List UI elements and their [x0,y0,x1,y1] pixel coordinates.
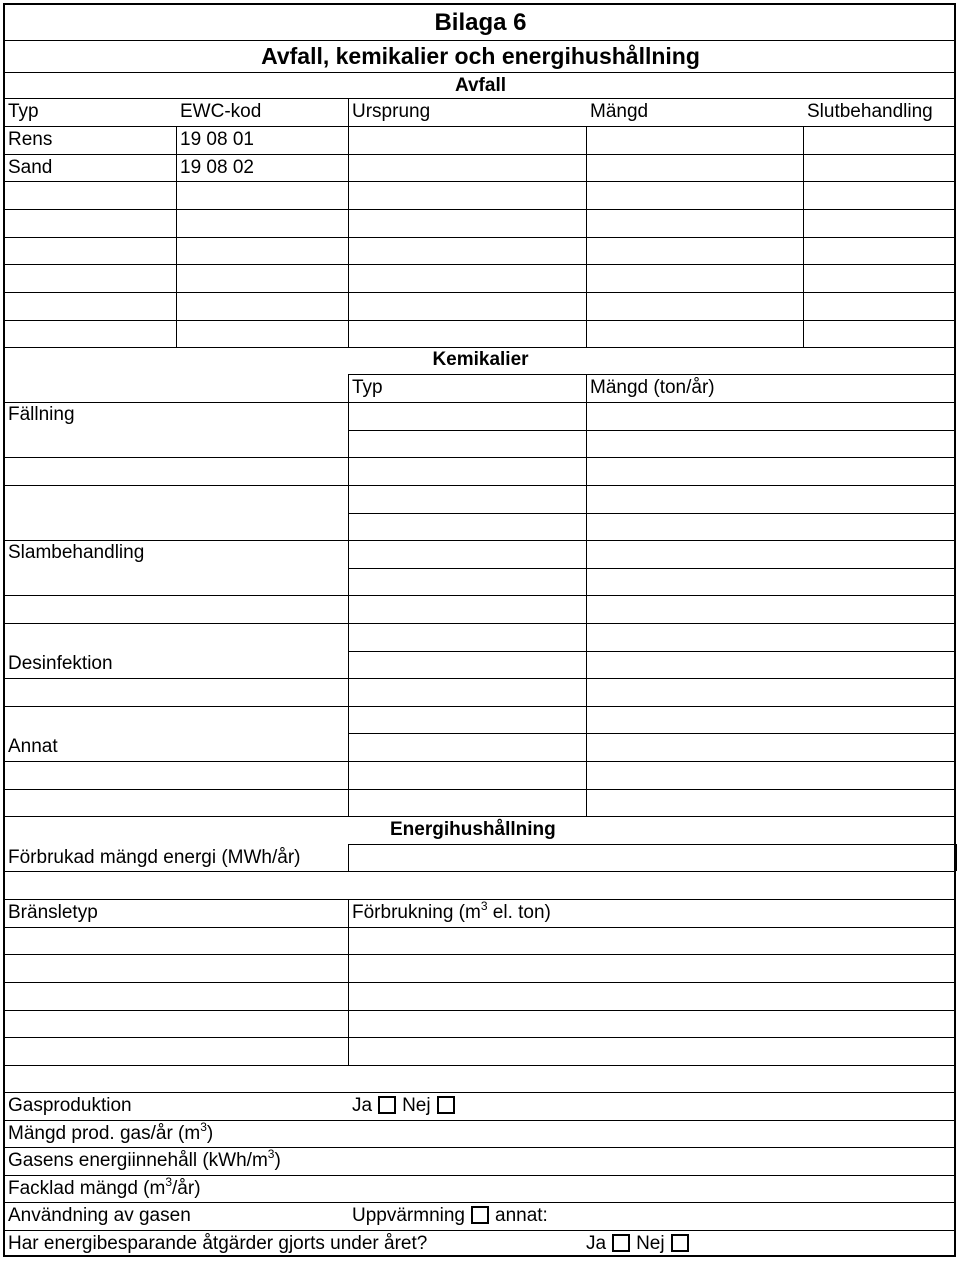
kemikalier-col-typ: Typ [352,377,383,398]
kemikalier-col-mangd: Mängd (ton/år) [590,377,715,398]
label-annat: Annat [8,736,58,757]
column-header-slutbehandling: Slutbehandling [807,101,933,122]
column-header-ursprung: Ursprung [352,101,431,122]
column-header-typ: Typ [8,101,39,122]
label-branslestyp: Bränsletyp [8,902,98,923]
label-facklad-sup: 3 [165,1175,173,1189]
page-title: Avfall, kemikalier och energihushållning [261,43,700,69]
avfall-row-typ: Sand [8,157,53,178]
option-uppvarmning-label: Uppvärmning [352,1205,465,1226]
label-energi-sup: 3 [267,1147,275,1161]
energibesparande-options [586,1233,695,1255]
option-nej-label: Nej [636,1233,665,1254]
label-facklad-pre: Facklad mängd (m [8,1178,166,1199]
label-facklad-post: /år) [172,1178,201,1199]
avfall-row-typ: Rens [8,129,53,150]
label-energi-post: ) [274,1150,281,1171]
column-header-ewc: EWC-kod [180,101,262,122]
option-ja-label: Ja [352,1095,373,1116]
energibesparande-ja-checkbox[interactable] [612,1234,630,1252]
label-forbrukning-post: el. ton) [487,902,551,923]
label-forbrukad-energi: Förbrukad mängd energi (MWh/år) [8,847,301,868]
option-ja-label: Ja [586,1233,607,1254]
gasproduktion-options [352,1095,461,1117]
option-nej-label: Nej [402,1095,431,1116]
column-header-mangd: Mängd [590,101,649,122]
gasproduktion-ja-checkbox[interactable] [378,1096,396,1114]
label-mangd-post: ) [206,1123,214,1144]
form-page [3,3,956,1257]
label-desinfektion: Desinfektion [8,653,113,674]
label-forbrukning-sup: 3 [480,899,488,913]
appendix-label: Bilaga 6 [434,9,527,36]
label-mangd-pre: Mängd prod. gas/år (m [8,1123,201,1144]
label-energibesparande: Har energibesparande åtgärder gjorts under året? [8,1233,428,1254]
label-fallning: Fällning [8,404,75,425]
energibesparande-nej-checkbox[interactable] [671,1234,689,1252]
option-annat-label: annat: [495,1205,548,1226]
label-facklad-mangd [8,1175,201,1200]
avfall-row-ewc: 19 08 01 [180,129,254,150]
label-mangd-prod-gas [8,1120,214,1145]
label-forbrukning-pre: Förbrukning (m [352,902,481,923]
section-energi-title: Energihushållning [390,819,556,840]
label-forbrukning [352,899,551,924]
label-gasens-energiinnehall [8,1147,281,1172]
avfall-row-ewc: 19 08 02 [180,157,254,178]
label-energi-pre: Gasens energiinnehåll (kWh/m [8,1150,268,1171]
label-slambehandling: Slambehandling [8,542,145,563]
section-kemikalier-title: Kemikalier [432,349,529,370]
section-avfall-title: Avfall [454,75,507,96]
label-anvandning: Användning av gasen [8,1205,191,1226]
label-gasproduktion: Gasproduktion [8,1095,132,1116]
label-mangd-sup: 3 [200,1120,207,1134]
gasproduktion-nej-checkbox[interactable] [437,1096,455,1114]
uppvarmning-checkbox[interactable] [471,1206,489,1224]
anvandning-options [352,1205,548,1227]
